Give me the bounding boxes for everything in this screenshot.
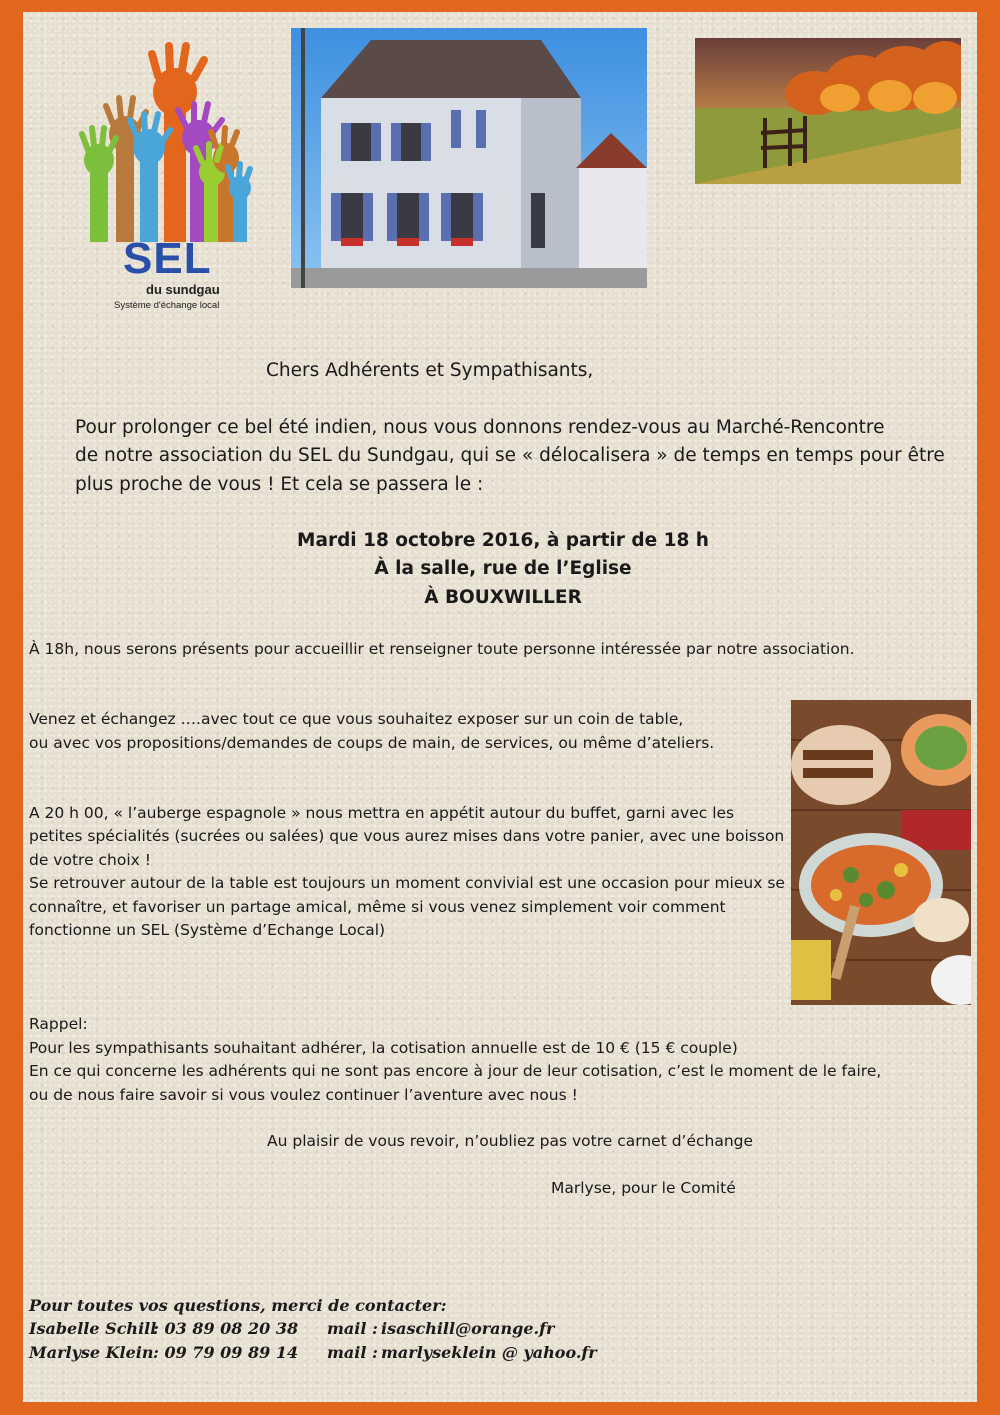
rappel-line-1: Pour les sympathisants souhaitant adhérer, la cotisation annuelle est de 10 € (15 € couple) [29, 1039, 738, 1057]
logo-title: SEL [123, 234, 212, 283]
contact-header: Pour toutes vos questions, merci de contacter: [29, 1296, 447, 1315]
greeting: Chers Adhérents et Sympathisants, [266, 360, 594, 381]
town-hall-photo [291, 28, 647, 288]
event-place: À la salle, rue de l’Eglise [374, 558, 632, 579]
paragraph-20h-1: A 20 h 00, « l’auberge espagnole » nous mettra en appétit autour du buffet, garni avec les [29, 804, 735, 822]
paragraph-venez-1: Venez et échangez ….avec tout ce que vous souhaitez exposer sur un coin de table, [29, 710, 684, 728]
intro-line-2: de notre association du SEL du Sundgau, qui se « délocalisera » de temps en temps pour être [75, 445, 945, 466]
paragraph-20h-5: connaître, et favoriser un partage amical, même si vous venez simplement voir comment [29, 898, 726, 916]
paragraph-18h: À 18h, nous serons présents pour accueillir et renseigner toute personne intéressée par notre association. [29, 640, 855, 658]
logo-tagline: Système d'échange local [114, 300, 220, 311]
buffet-food-photo [791, 700, 971, 1005]
signature: Marlyse, pour le Comité [551, 1179, 736, 1197]
paragraph-20h-3: de votre choix ! [29, 851, 151, 869]
intro-line-1: Pour prolonger ce bel été indien, nous vous donnons rendez-vous au Marché-Rencontre [75, 417, 885, 438]
contact-mail[interactable]: marlyseklein @ yahoo.fr [381, 1343, 597, 1362]
rappel-line-3: ou de nous faire savoir si vous voulez continuer l’aventure avec nous ! [29, 1086, 578, 1104]
contact-name: Isabelle Schill [29, 1319, 157, 1338]
contact-phone: : 09 79 09 89 14 [153, 1343, 299, 1362]
contact-mail-label: mail : [327, 1319, 378, 1338]
contact-phone: : 03 89 08 20 38 [153, 1319, 299, 1338]
rappel-title: Rappel: [29, 1015, 88, 1033]
sel-logo [78, 42, 253, 317]
event-date: Mardi 18 octobre 2016, à partir de 18 h [297, 530, 709, 551]
contact-name: Marlyse Klein [29, 1343, 154, 1362]
closing-line: Au plaisir de vous revoir, n’oubliez pas votre carnet d’échange [267, 1132, 754, 1150]
paragraph-20h-6: fonctionne un SEL (Système d’Echange Local) [29, 921, 386, 939]
event-town: À BOUXWILLER [424, 587, 582, 608]
contact-mail-label: mail : [327, 1343, 378, 1362]
raised-hands-icon [78, 42, 253, 252]
paragraph-venez-2: ou avec vos propositions/demandes de coups de main, de services, ou même d’ateliers. [29, 734, 715, 752]
paragraph-20h-4: Se retrouver autour de la table est toujours un moment convivial est une occasion pour mieux se [29, 874, 785, 892]
paragraph-20h-2: petites spécialités (sucrées ou salées) que vous aurez mises dans votre panier, avec une boisson [29, 827, 785, 845]
intro-line-3: plus proche de vous ! Et cela se passera le : [75, 474, 484, 495]
autumn-landscape-photo [695, 38, 961, 184]
rappel-line-2: En ce qui concerne les adhérents qui ne sont pas encore à jour de leur cotisation, c’est le moment de le faire, [29, 1062, 882, 1080]
logo-subtitle: du sundgau [146, 282, 220, 297]
contact-mail[interactable]: isaschill@orange.fr [381, 1319, 555, 1338]
flyer-page [23, 12, 977, 1402]
